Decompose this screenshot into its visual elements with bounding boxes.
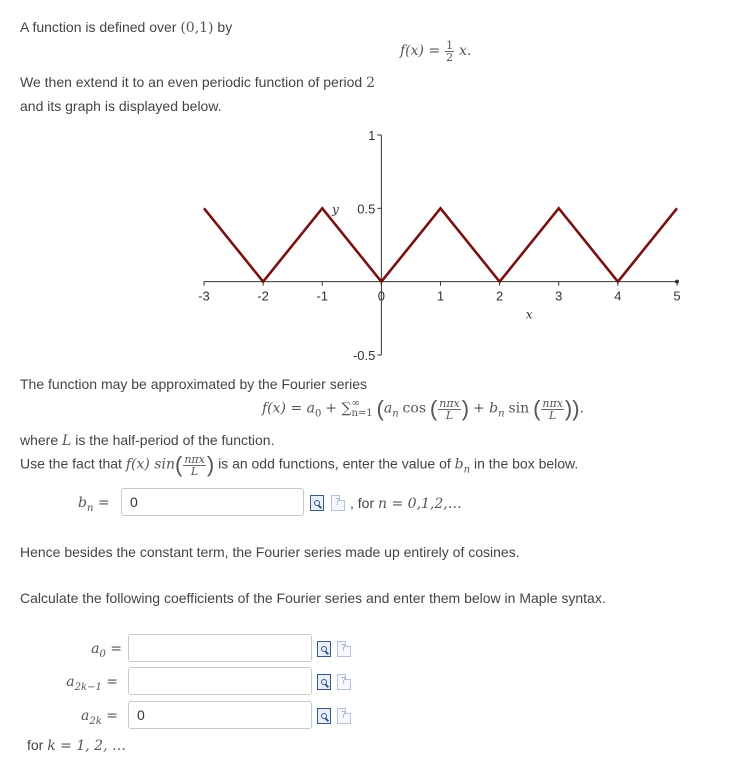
- where-line: [20, 432, 274, 449]
- coefficient-subscript: 0: [99, 648, 106, 660]
- use-prefix: Use the fact that: [20, 455, 122, 472]
- coefficient-help-button[interactable]: [337, 641, 351, 657]
- x-tick-label: 4: [614, 288, 622, 304]
- coefficient-letter: a: [81, 708, 90, 724]
- sum-sup: ∞: [351, 398, 360, 409]
- sin-frac-den: L: [549, 408, 557, 422]
- magnifier-handle: [325, 718, 329, 722]
- bn-for-text: [350, 495, 462, 512]
- coefficient-equals: =: [106, 708, 118, 724]
- help-icon: ?: [341, 710, 347, 721]
- coefficient-input[interactable]: [128, 701, 312, 729]
- extend-line: [20, 74, 375, 91]
- coefficient-letter: a: [91, 641, 100, 657]
- coefficient-input[interactable]: [128, 634, 312, 662]
- help-icon: ?: [341, 643, 347, 654]
- intro-defined-prefix: A function is defined over: [20, 19, 177, 35]
- coefficient-help-button[interactable]: [337, 674, 351, 690]
- bn-for-label: , for: [350, 495, 375, 511]
- function-eq-end: .: [466, 43, 472, 60]
- series-lhs: f(x) = a: [262, 400, 315, 417]
- bn-label-letter: b: [78, 495, 87, 511]
- series-a0-sub: 0: [314, 408, 322, 420]
- y-axis-label: y: [331, 202, 339, 217]
- paren-cos-open: (: [429, 396, 438, 421]
- x-tick-label: 2: [496, 288, 504, 304]
- x-tick-label: 1: [436, 288, 445, 304]
- paren-open: (: [376, 396, 384, 421]
- where-suffix: is the half-period of the function.: [75, 432, 275, 448]
- x-tick-label: -2: [257, 288, 269, 304]
- use-bn-sub: n: [463, 464, 471, 476]
- bn-label: [78, 495, 110, 514]
- term-bn-sub: n: [498, 408, 505, 420]
- y-tick-label: -0.5: [352, 348, 376, 363]
- bn-for-math: n = 0,1,2,…: [378, 496, 462, 512]
- x-axis-label: x: [525, 307, 533, 322]
- sum-sub: n=1: [351, 408, 373, 419]
- bn-preview-button[interactable]: [310, 495, 324, 511]
- intro-interval: (0,1): [180, 20, 214, 36]
- use-fact-line: [20, 452, 578, 478]
- paren-sin-close: ): [564, 396, 573, 421]
- bn-help-button[interactable]: [331, 495, 345, 511]
- magnifier-handle: [325, 684, 329, 688]
- use-frac-num: nπx: [184, 452, 205, 466]
- coefficient-subscript: 2k: [89, 715, 102, 727]
- series-end: .: [579, 400, 585, 417]
- term-sin: sin: [508, 400, 530, 417]
- x-tick-label: 0: [377, 288, 385, 304]
- use-fraction: [183, 454, 206, 477]
- intro-line: [20, 19, 232, 36]
- bn-label-sub: n: [86, 502, 94, 514]
- k-for-label: for: [27, 737, 44, 753]
- coefficient-equals: =: [110, 641, 122, 657]
- use-paren-close: ): [206, 452, 215, 477]
- coefficient-equals: =: [106, 674, 118, 690]
- coefficient-subscript: 2k−1: [74, 681, 102, 693]
- fourier-series-equation: [262, 396, 584, 422]
- use-fx-sin: f(x) sin: [125, 456, 175, 473]
- use-bn: b: [454, 456, 464, 473]
- coefficient-preview-button[interactable]: [317, 641, 331, 657]
- approx-text: The function may be approximated by the Fourier series: [20, 376, 368, 392]
- cos-frac-den: L: [445, 408, 454, 422]
- coefficient-label: [66, 674, 118, 693]
- paren-cos-close: ): [461, 396, 470, 421]
- magnifier-handle: [325, 651, 329, 655]
- graph-intro-text: and its graph is displayed below.: [20, 98, 222, 114]
- paren-close: ): [572, 396, 580, 421]
- function-graph: [0, 120, 751, 380]
- sin-frac-num: nπx: [542, 396, 563, 410]
- magnifier-handle: [318, 505, 322, 509]
- use-paren-open: (: [174, 452, 183, 477]
- cos-frac-num: nπx: [439, 396, 460, 410]
- calculate-text: Calculate the following coefficients of the Fourier series and enter them below in Maple syntax.: [20, 590, 606, 606]
- function-eq-fraction: [445, 40, 454, 63]
- coefficient-help-button[interactable]: [337, 708, 351, 724]
- paren-sin-open: (: [533, 396, 541, 421]
- use-suffix: is an odd functions, enter the value of: [218, 455, 451, 472]
- y-tick-label: 1: [368, 128, 376, 143]
- bn-equals: =: [97, 495, 110, 511]
- term-cos: cos: [402, 400, 427, 417]
- x-tick-label: 3: [555, 288, 563, 304]
- x-tick-label: 5: [673, 288, 681, 304]
- series-line: [204, 208, 677, 281]
- x-tick-label: -1: [316, 288, 329, 304]
- coefficient-letter: a: [66, 674, 75, 690]
- coefficient-label: [81, 708, 118, 727]
- sum-limits: [351, 399, 372, 419]
- k-range-text: [27, 737, 126, 754]
- extend-text: We then extend it to an even periodic function of period: [20, 74, 363, 90]
- use-end: in the box below.: [473, 455, 579, 472]
- x-tick-label: -3: [198, 288, 210, 304]
- function-eq-lhs: f(x) =: [400, 43, 441, 60]
- period-value: 2: [366, 75, 375, 91]
- coefficient-label: [91, 641, 122, 660]
- where-prefix: where: [20, 432, 59, 448]
- function-eq-num: 1: [446, 39, 454, 52]
- term-an: a: [383, 400, 393, 417]
- y-tick-label: 0.5: [357, 201, 376, 217]
- use-frac-den: L: [190, 464, 199, 478]
- coefficient-input[interactable]: [128, 667, 312, 695]
- help-icon: ?: [341, 676, 347, 687]
- sin-fraction: [541, 398, 564, 421]
- cos-fraction: [438, 398, 461, 421]
- function-eq-var: x: [458, 43, 467, 60]
- hence-text: Hence besides the constant term, the Fourier series made up entirely of cosines.: [20, 544, 520, 560]
- help-icon: ?: [335, 497, 341, 508]
- term-an-sub: n: [392, 408, 399, 420]
- function-equation: [400, 40, 471, 63]
- coefficient-preview-button[interactable]: [317, 674, 331, 690]
- function-eq-den: 2: [446, 51, 454, 64]
- term-bn: + b: [472, 400, 499, 417]
- series-sum: + ∑: [325, 400, 352, 417]
- where-L: L: [62, 433, 72, 449]
- k-for-math: k = 1, 2, …: [47, 738, 126, 754]
- bn-input[interactable]: [121, 488, 304, 516]
- intro-defined-suffix: by: [217, 19, 233, 35]
- coefficient-preview-button[interactable]: [317, 708, 331, 724]
